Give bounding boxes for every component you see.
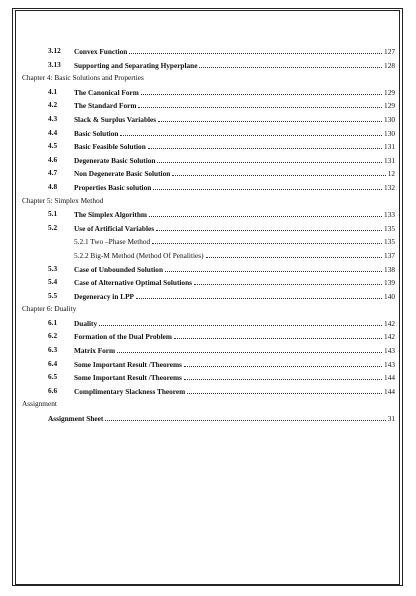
toc-row	[22, 112, 395, 126]
section-number: 4.7	[48, 168, 58, 178]
page-number: 139	[384, 278, 395, 288]
page-number: 144	[384, 373, 395, 383]
page-number: 143	[384, 359, 395, 369]
entry-title: Case of Alternative Optimal Solutions	[74, 278, 192, 288]
toc-entry[interactable]	[74, 289, 395, 304]
toc-row	[22, 98, 395, 112]
group-heading: Assignment	[22, 399, 57, 409]
page-number: 142	[384, 332, 395, 342]
toc-row	[22, 370, 395, 384]
dot-leader	[117, 343, 382, 353]
section-number: 5.1	[48, 209, 58, 219]
section-number: 4.8	[48, 181, 58, 191]
dot-leader	[194, 275, 382, 285]
page-number: 130	[384, 128, 395, 138]
toc-entry[interactable]	[74, 234, 395, 249]
toc-entry[interactable]	[74, 85, 395, 100]
page-number: 132	[384, 182, 395, 192]
section-number: 5.5	[48, 290, 58, 300]
section-number: 6.2	[48, 331, 58, 341]
dot-leader	[129, 44, 382, 54]
entry-title: The Simplex Algorithm	[74, 210, 147, 220]
section-number: 5.3	[48, 263, 58, 273]
page-number: 142	[384, 318, 395, 328]
entry-title: Supporting and Separating Hyperplane	[74, 60, 198, 70]
dot-leader	[184, 370, 382, 380]
toc-entry[interactable]	[74, 248, 395, 263]
entry-title: Non Degenerate Basic Solution	[74, 169, 171, 179]
toc-row	[22, 316, 395, 330]
entry-title: The Standard Form	[74, 101, 137, 111]
dot-leader	[165, 262, 382, 272]
dot-leader	[99, 316, 382, 326]
entry-title: Degenerate Basic Solution	[74, 155, 156, 165]
toc-row	[22, 139, 395, 153]
page-number: 137	[384, 250, 395, 260]
dot-leader	[141, 85, 382, 95]
dot-leader	[105, 411, 385, 421]
toc-row	[22, 384, 395, 398]
dot-leader	[206, 248, 383, 258]
toc-row	[22, 153, 395, 167]
section-number: 3.12	[48, 46, 61, 55]
toc-entry[interactable]	[74, 44, 395, 59]
toc-row	[22, 166, 395, 180]
section-number: 4.1	[48, 86, 58, 96]
section-number: 6.4	[48, 358, 58, 368]
toc-entry[interactable]	[74, 275, 395, 290]
toc-entry[interactable]	[74, 343, 395, 358]
toc-entry[interactable]	[74, 316, 395, 331]
section-number: 4.3	[48, 113, 58, 123]
toc-row	[22, 302, 395, 316]
toc-entry[interactable]	[74, 262, 395, 277]
page-number: 128	[384, 60, 395, 70]
dot-leader	[199, 58, 382, 68]
toc-row	[22, 207, 395, 221]
toc-row	[22, 357, 395, 371]
dot-leader	[158, 112, 382, 122]
dot-leader	[156, 221, 382, 231]
dot-leader	[157, 153, 382, 163]
page-number: 130	[384, 114, 395, 124]
entry-title: Matrix Form	[74, 346, 116, 356]
dot-leader	[174, 329, 382, 339]
entry-title: 5.2.1 Two –Phase Method	[74, 237, 151, 247]
entry-title: Properties Basic solution	[74, 182, 152, 192]
dot-leader	[120, 126, 382, 136]
section-number: 5.4	[48, 277, 58, 287]
entry-title: Duality	[74, 318, 98, 328]
page-number: 131	[384, 155, 395, 165]
entry-title: Basic Solution	[74, 128, 119, 138]
toc-entry[interactable]	[74, 139, 395, 154]
section-number: 6.5	[48, 372, 58, 382]
page-number: 138	[384, 264, 395, 274]
toc-entry[interactable]	[74, 58, 395, 73]
section-number: 4.6	[48, 154, 58, 164]
section-number: 3.13	[48, 59, 61, 69]
section-number: 6.1	[48, 317, 58, 327]
section-number: 5.2	[48, 222, 58, 232]
dot-leader	[148, 139, 382, 149]
entry-title: 5.2.2 Big-M Method (Method Of Penalities)	[74, 250, 204, 260]
page-number: 31	[387, 414, 395, 424]
page-number: 133	[384, 210, 395, 220]
toc-entry[interactable]	[74, 166, 395, 181]
page-number: 143	[384, 346, 395, 356]
page-number: 131	[384, 142, 395, 152]
entry-title: Assignment Sheet	[48, 414, 104, 424]
dot-leader	[184, 357, 382, 367]
toc-row	[22, 44, 395, 58]
toc-entry[interactable]	[74, 329, 395, 344]
toc-entry[interactable]	[74, 112, 395, 127]
toc-entry[interactable]	[74, 221, 395, 236]
entry-title: Use of Artificial Variables	[74, 223, 155, 233]
dot-leader	[136, 289, 382, 299]
entry-title: Complimentary Slackness Theorem	[74, 386, 186, 396]
toc-row	[22, 71, 395, 85]
entry-title: Formation of the Dual Problem	[74, 332, 172, 342]
toc-entry[interactable]	[74, 384, 395, 399]
dot-leader	[149, 207, 382, 217]
toc-row	[22, 194, 395, 208]
section-number: 4.2	[48, 100, 58, 110]
page-number: 144	[384, 386, 395, 396]
entry-title: Basic Feasible Solution	[74, 142, 146, 152]
section-number: 6.6	[48, 385, 58, 395]
section-number: 4.5	[48, 141, 58, 151]
toc-entry[interactable]	[74, 98, 395, 113]
toc-row	[22, 262, 395, 276]
chapter-heading: Chapter 5: Simplex Method	[22, 195, 104, 205]
toc-row	[22, 275, 395, 289]
page-number: 127	[384, 47, 395, 56]
toc-row	[22, 234, 395, 248]
dot-leader	[153, 180, 382, 190]
section-number: 4.4	[48, 127, 58, 137]
toc-row	[22, 397, 395, 411]
entry-title: Slack & Surplus Variables	[74, 114, 157, 124]
toc-entry[interactable]	[74, 207, 395, 222]
page-number: 135	[384, 223, 395, 233]
toc-row	[22, 58, 395, 72]
section-number: 6.3	[48, 345, 58, 355]
page-number: 140	[384, 291, 395, 301]
entry-title: Case of Unbounded Solution	[74, 264, 164, 274]
toc-row	[22, 329, 395, 343]
table-of-contents	[22, 44, 395, 425]
entry-title: Degeneracy in LPP	[74, 291, 134, 301]
toc-row	[22, 411, 395, 425]
dot-leader	[172, 166, 385, 176]
toc-row	[22, 221, 395, 235]
toc-row	[22, 180, 395, 194]
entry-title: The Canonical Form	[74, 87, 139, 97]
entry-title: Some Important Result /Theorems	[74, 373, 182, 383]
dot-leader	[152, 234, 382, 244]
toc-row	[22, 85, 395, 99]
toc-entry[interactable]	[74, 370, 395, 385]
entry-title: Convex Function	[74, 47, 128, 56]
page-number: 129	[384, 101, 395, 111]
toc-row	[22, 289, 395, 303]
toc-row	[22, 126, 395, 140]
page-number: 129	[384, 87, 395, 97]
chapter-heading: Chapter 6: Duality	[22, 304, 77, 314]
page-number: 12	[387, 169, 395, 179]
toc-row	[22, 343, 395, 357]
toc-entry[interactable]	[48, 411, 395, 426]
page-number: 135	[384, 237, 395, 247]
toc-entry[interactable]	[74, 180, 395, 195]
dot-leader	[138, 98, 382, 108]
toc-entry[interactable]	[74, 153, 395, 168]
dot-leader	[187, 384, 382, 394]
chapter-heading: Chapter 4: Basic Solutions and Properties	[22, 73, 144, 83]
toc-entry[interactable]	[74, 126, 395, 141]
toc-entry[interactable]	[74, 357, 395, 372]
entry-title: Some Important Result /Theorems	[74, 359, 182, 369]
toc-row	[22, 248, 395, 262]
